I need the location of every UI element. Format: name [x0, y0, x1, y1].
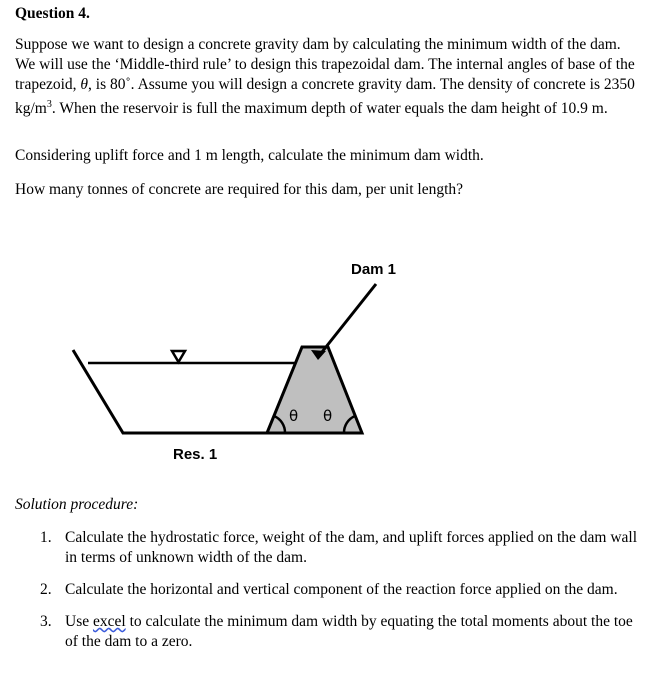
dam-label-pointer	[318, 284, 376, 357]
step-number: 3.	[40, 613, 52, 630]
problem-statement: Suppose we want to design a concrete gravity dam by calculating the minimum width of the dam. We will use the ‘Middle-third rule’ to design this trapezoidal dam. The internal angles of base of the trapezoid, θ, is 80˚. Assume you will design a concrete gravity dam. The density of concrete is 2350 $kg/m^3$. When the reservoir is full the maximum depth of water equals the dam height of 10.9 m.	[15, 36, 635, 118]
step-number: 2.	[40, 581, 52, 598]
solution-step	[40, 612, 640, 652]
excel-word: excel	[92, 613, 126, 630]
step-text: Use excel to calculate the minimum dam width by equating the total moments about the toe of the dam to a zero.	[65, 613, 633, 650]
step-number: 1.	[40, 529, 52, 546]
reservoir-label: Res. 1	[173, 446, 218, 463]
solution-step	[40, 528, 640, 568]
dam-label: Dam 1	[351, 261, 397, 278]
density-exponent: 3	[46, 99, 52, 110]
task-min-width: Considering uplift force and 1 m length, calculate the minimum dam width.	[15, 147, 484, 164]
theta-right-label: θ	[323, 407, 333, 425]
solution-heading: Solution procedure:	[15, 496, 139, 513]
theta-left-label: θ	[289, 407, 299, 425]
water-level-triangle-icon	[172, 351, 185, 362]
solution-step	[40, 580, 640, 600]
solution-steps-list	[40, 528, 640, 664]
step-text: Calculate the horizontal and vertical component of the reaction force applied on the dam.	[65, 581, 618, 598]
question-title: Question 4.	[15, 5, 90, 22]
theta-symbol: θ	[80, 76, 89, 93]
step-text: Calculate the hydrostatic force, weight of the dam, and uplift forces applied on the dam wall in terms of unknown width of the dam.	[65, 529, 638, 566]
task-concrete-tonnes: How many tonnes of concrete are required for this dam, per unit length?	[15, 181, 464, 198]
